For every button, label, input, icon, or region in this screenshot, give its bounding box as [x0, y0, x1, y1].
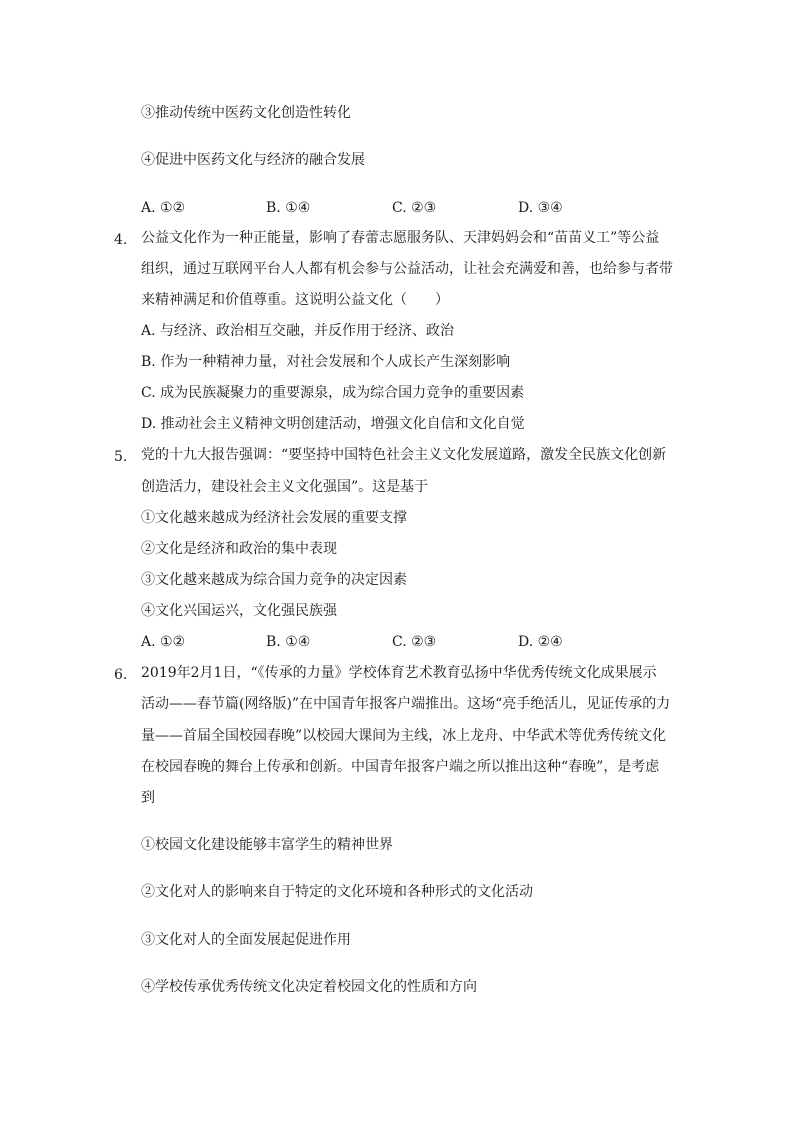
q3-option-a: A. ①② — [141, 200, 186, 216]
q6-statement-4: ④学校传承优秀传统文化决定着校园文化的性质和方向 — [141, 979, 477, 995]
q4-stem-line-2: 组织，通过互联网平台人人都有机会参与公益活动，让社会充满爱和善，也给参与者带 — [141, 261, 673, 277]
q5-option-a: A. ①② — [141, 634, 186, 650]
q4-option-a: A. 与经济、政治相互交融，并反作用于经济、政治 — [141, 323, 455, 339]
q5-option-c: C. ②③ — [392, 634, 437, 650]
q4-stem-line-1: 公益文化作为一种正能量，影响了春蕾志愿服务队、天津妈妈会和“苗苗义工”等公益 — [141, 230, 660, 246]
q4-option-b: B. 作为一种精神力量，对社会发展和个人成长产生深刻影响 — [141, 354, 511, 370]
q6-statement-1: ①校园文化建设能够丰富学生的精神世界 — [141, 837, 393, 853]
q3-option-b: B. ①④ — [266, 200, 311, 216]
q5-statement-4: ④文化兴国运兴，文化强民族强 — [141, 603, 337, 619]
q3-statement-3: ③推动传统中医药文化创造性转化 — [141, 105, 351, 121]
q6-stem-line-4: 在校园春晚的舞台上传承和创新。中国青年报客户端之所以推出这种“春晚”，是考虑 — [141, 759, 660, 775]
q6-stem-line-5: 到 — [141, 790, 155, 806]
q4-option-c: C. 成为民族凝聚力的重要源泉，成为综合国力竞争的重要因素 — [141, 385, 525, 401]
q6-statement-2: ②文化对人的影响来自于特定的文化环境和各种形式的文化活动 — [141, 884, 533, 900]
q6-statement-3: ③文化对人的全面发展起促进作用 — [141, 932, 351, 948]
q5-stem-line-2: 创造活力，建设社会主义文化强国”。这是基于 — [141, 479, 429, 495]
q6-stem-line-3: 量——首届全国校园春晚”以校园大课间为主线，冰上龙舟、中华武术等优秀传统文化 — [141, 728, 667, 744]
q5-stem-line-1: 党的十九大报告强调：“要坚持中国特色社会主义文化发展道路，激发全民族文化创新 — [141, 447, 667, 463]
q5-statement-1: ①文化越来越成为经济社会发展的重要支撑 — [141, 510, 407, 526]
q6-number: 6. — [114, 667, 128, 683]
q5-statement-2: ②文化是经济和政治的集中表现 — [141, 541, 337, 557]
q5-statement-3: ③文化越来越成为综合国力竞争的决定因素 — [141, 572, 407, 588]
q4-stem-line-3: 来精神满足和价值尊重。这说明公益文化（ ） — [141, 292, 449, 308]
q6-stem-line-2: 活动——春节篇(网络版)”在中国青年报客户端推出。这场“亮手绝活儿，见证传承的力 — [141, 696, 671, 712]
q4-option-d: D. 推动社会主义精神文明创建活动，增强文化自信和文化自觉 — [141, 416, 525, 432]
q3-option-c: C. ②③ — [392, 200, 437, 216]
q3-option-d: D. ③④ — [518, 200, 563, 216]
q5-number: 5. — [114, 449, 128, 465]
q6-stem-line-1: 2019年2月1日，“《传承的力量》学校体育艺术教育弘扬中华优秀传统文化成果展示 — [141, 665, 657, 681]
q5-option-b: B. ①④ — [266, 634, 311, 650]
q3-statement-4: ④促进中医药文化与经济的融合发展 — [141, 152, 365, 168]
q4-number: 4. — [114, 232, 128, 248]
q5-option-d: D. ②④ — [518, 634, 563, 650]
